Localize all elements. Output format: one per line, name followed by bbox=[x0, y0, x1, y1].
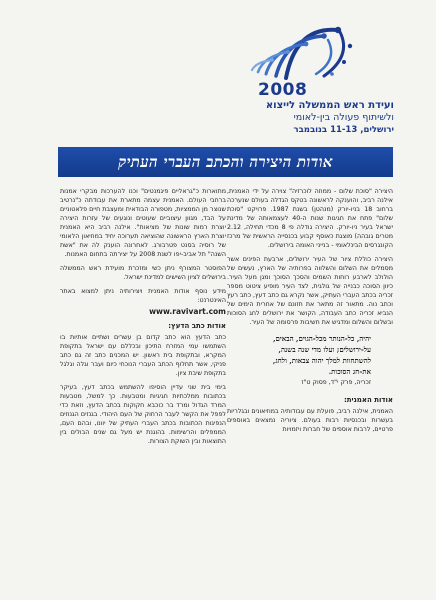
paragraph: מידע נוסף אודות האמנית ויצירותיה ניתן למצוא באתר האינטרנט: bbox=[60, 288, 226, 304]
artist-website-link[interactable]: www.ravivart.com bbox=[149, 307, 226, 316]
paragraph: הפוסטר המצורף ניתן כשי ומזכרת מועידת ראש הממשלה בירושלים לציון השישים למדינת ישראל. bbox=[60, 265, 226, 281]
left-column bbox=[60, 187, 226, 451]
conference-title-block bbox=[204, 99, 394, 137]
paragraph: היצירה כוללת ציור של העיר ירושלים, ארבעת הפינים אשר מסמלים את השלום והשלווה בפרותיה של הארץ, נעשים של הולולב לארבע רוחות השמים והסכך הסוכך ומגן מעל העיר. כיוון הסוכה כבנייה של גולגית, לצד העיר מופיע ציטוט מספר זכריה בכתב העברי העתיק, אשר נקרא גם כתב דעץ, כתב רעץ וכתב נוה. מתאור זה מתאר את חזונם של אחרית הימים של הנביא זכריה כתב העבודה, הקושר את ירושלים לחג הסוכות ובשלום והשלום ומדגיש את חשיבות פרסומה של העיר. bbox=[227, 256, 393, 326]
page-title-banner bbox=[58, 147, 393, 177]
page-title: אודות היצירה והכתב העברי העתיק bbox=[118, 152, 333, 171]
paragraph: האמנית, אילנה רביב, פועלת עם עבודותיה במוזיאונים ובגלריות בעשרות ובכנסיות רבות בעולם. ציוריה נמצאים באוספים פרטיים, לרבות אוספים של חברות ויזמויות bbox=[227, 408, 393, 433]
quote-line: על-ירושלים; ועלו מדי שנה בשנה, bbox=[278, 345, 371, 354]
conference-dates: ירושלים, 11-13 בנובמבר bbox=[293, 125, 394, 135]
quote-source: זכריה, פרק י"ד, פסוק ט"ז bbox=[301, 379, 371, 386]
paragraph: מתוארות כ"גראליים פיגמנטים" וכנו להערכות מבקרי אמנות ברחבי העולם. האמנית עצמה מתארת את עבודתה כ"נרטיב שנוצר מן הממציות, מטפורה הבודאית ומעצבת חיים פלאטוניים על הבד, מגוון עיצוביים שעוטים ונוגעים של עזרות היצירה יוצרת רמות שונות של מציאות". אילנה רביב היא האמנית יוצרת הארץ הראשונה שהוציאה תערוכה יחיד במוזיאון הלאומי של רוסיה בסנט פטרבורג. לאחרונה הוענק לה את "אשת השנה" תל אביב-יפו לשנת 2008 על יצירתה בתחום האמנות. bbox=[60, 188, 226, 258]
quote-line: יהיה, כל-הנותר מכל-הגוים, הבאים, bbox=[273, 334, 371, 343]
conference-subtitle: ולשיתוף פעולה בין-לאומי bbox=[293, 112, 394, 123]
right-column bbox=[227, 187, 393, 439]
paragraph: כתב הדעץ הוא כתב קדום בן עשרים ושתיים אותיות בו השתמשו עמי המזרח התיכון ובכללם עם ישראל בתקופת המקרא, ובתקופת בית ראשון. יש המכנים כתב זה גם כתב פניקי, אשר תחלוף הכתב העברי הנוכחי כיום ועבר וגלה וגלגל בתקופת שיבת ציון. bbox=[60, 334, 226, 377]
logo-year: 2008 bbox=[258, 80, 308, 100]
section-title-artist: אודות האמנית: bbox=[343, 396, 393, 404]
quote-line: להשתחוות למלך יהוה צבאות, ולחג, bbox=[272, 356, 371, 365]
conference-title: ועידת ראש הממשלה לייצוא bbox=[265, 100, 394, 111]
paragraph: בימי בית שני עדיין הוסיפו להשתמש בכתב דעץ, בעיקר בכתובות ממלכתיות חגיגיות ומטבעות. כך למשל, מטבעות המרד הגדול ומרד בר כוכבא חקוקות בכתב הדעץ, וזאת כדי לפפל את הקשר לעבר הרחוק של העם היהודי. בגנזים הגנוזים הנפיגות הכתובות בכתב העברי העתיק של יוונו, ובהם העם, הממפלים והרשימות. בהוגנת יש מעל גם שנים הבולים בין התוצאות ובין השוקת הצורות. bbox=[60, 384, 226, 445]
section-title-script: אודות כתב הדעץ: bbox=[168, 322, 226, 330]
paragraph: היצירה "סוכת שלום - ממוזה לוכרזיה" צוירה על ידי האמנית, אילנה רביב, והוענקה לראשונה בטקס הגדלה בעולם שנערכה ברחוב 18 בניו-יורק (מנהטן) בשנת 1987. פרויקט "סוכת שלום" פתח את חגיגות שנות ה-40 לעצמאותה של מדינת ישראל בעיר ניו-יורק. היצירה גודלה פי 8 מכדי תחילה, 2.12 מטרים גובהה) מוצגת כאוסף קבוע בכנסייה הראשית של מרכז הקונגרסים הבינלאומי - בנייני האומה בירושלים. bbox=[227, 188, 393, 249]
quote-line: את-חג הסוכות. bbox=[328, 367, 371, 376]
scripture-quote bbox=[241, 333, 393, 388]
